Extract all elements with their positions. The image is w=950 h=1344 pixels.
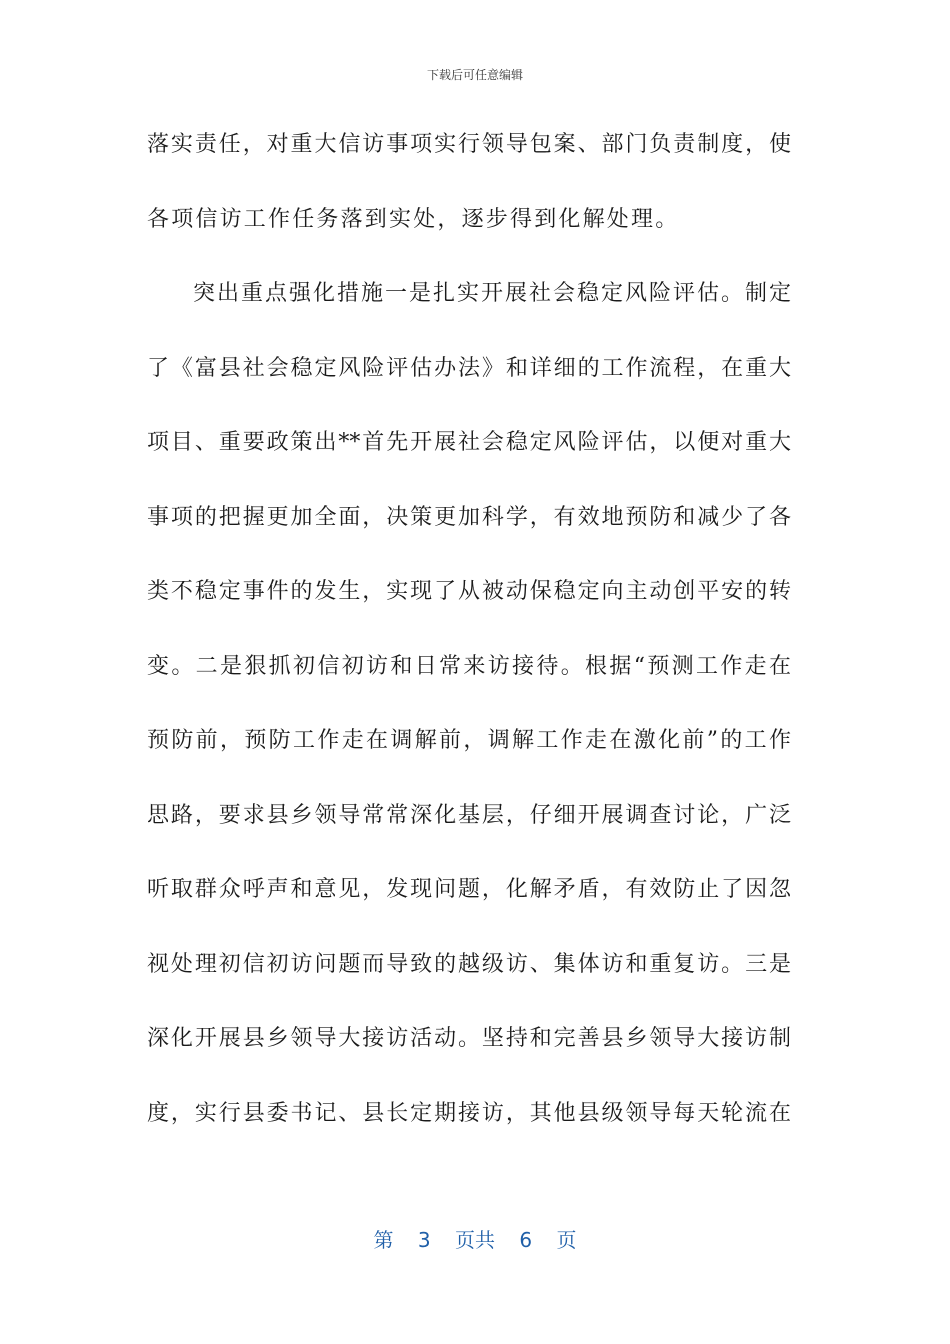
text-line: 事项的把握更加全面，决策更加科学，有效地预防和减少了各: [147, 504, 791, 530]
text-line: 听取群众呼声和意见，发现问题，化解矛盾，有效防止了因忽: [147, 877, 791, 902]
footer-prefix: 第: [373, 1228, 394, 1252]
text-line: 度，实行县委书记、县长定期接访，其他县级领导每天轮流在: [147, 1100, 791, 1126]
page-header-note: 下载后可任意编辑: [426, 68, 523, 82]
footer-middle: 页共: [455, 1228, 495, 1252]
text-line: 项目、重要政策出**首先开展社会稳定风险评估，以便对重大: [147, 430, 791, 455]
text-line: 思路，要求县乡领导常常深化基层，仔细开展调查讨论，广泛: [147, 802, 791, 828]
text-line-paragraph-start: 突出重点强化措施一是扎实开展社会稳定风险评估。制定: [193, 281, 791, 306]
text-line: 落实责任，对重大信访事项实行领导包案、部门负责制度，使: [147, 132, 791, 157]
page-number-footer: [0, 1224, 950, 1253]
text-line: 各项信访工作任务落到实处，逐步得到化解处理。: [147, 206, 680, 232]
text-line: 了《富县社会稳定风险评估办法》和详细的工作流程，在重大: [147, 355, 791, 381]
total-page-count: 6: [519, 1228, 533, 1252]
document-body: [147, 108, 791, 1151]
current-page-number: 3: [417, 1228, 431, 1252]
text-line: 变。二是狠抓初信初访和日常来访接待。根据“预测工作走在: [147, 653, 791, 679]
text-line: 视处理初信初访问题而导致的越级访、集体访和重复访。三是: [147, 951, 791, 977]
text-line: 预防前，预防工作走在调解前，调解工作走在激化前”的工作: [147, 728, 791, 753]
text-line: 深化开展县乡领导大接访活动。坚持和完善县乡领导大接访制: [147, 1026, 791, 1051]
text-line: 类不稳定事件的发生，实现了从被动保稳定向主动创平安的转: [147, 579, 791, 604]
footer-suffix: 页: [556, 1228, 577, 1252]
